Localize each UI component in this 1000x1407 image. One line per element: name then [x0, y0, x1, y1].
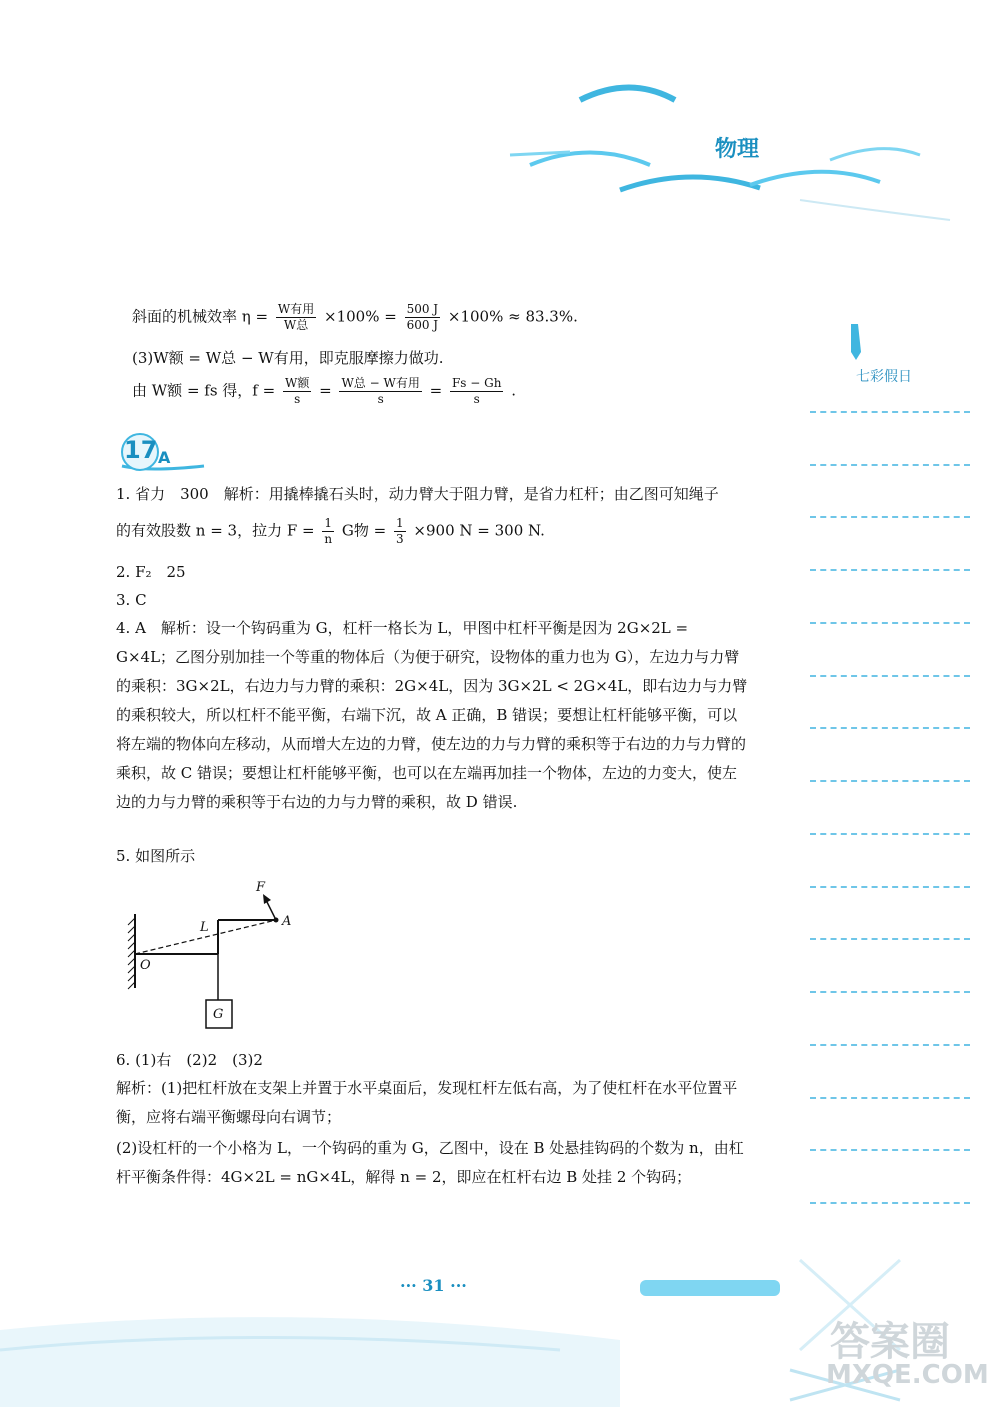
answer-1-line2: 的有效股数 n = 3，拉力 F = $\frac{1}{n}$ G物 = $\frac{1}{3}$ ×900 N = 300 N. [116, 516, 545, 546]
note-line [810, 833, 970, 835]
note-line [810, 622, 970, 624]
fraction: $\frac{1}{3}$ [396, 516, 404, 546]
answer-4: 4. A 解析：设一个钩码重为 G，杠杆一格长为 L，甲图中杠杆平衡是因为 2G×2L = G×4L；乙图分别加挂一个等重的物体后（为便于研究，设物体的重力也为 G），左边力与力臂的乘积：3G×2L，右边力与力臂的乘积：2G×4L，因为 3G×2L < 2G×4L，即右边力与力臂的乘积较大，所以杠杆不能平衡，右端下沉，故 A 正确，B 错误；要想让杠杆能够平衡，可以将左端的物体向左移动，从而增大左边的力臂，使左边的力与力臂的乘积等于右边的力与力臂的乘积，故 C 错误；要想让杠杆能够平衡，也可以在左端再加挂一个物体，左边的力变大，使左边的力与力臂的乘积等于右边的力与力臂的乘积，故 D 错误. [116, 619, 748, 811]
fraction: $\frac{\text{W总 − W有用}}{s}$ [341, 376, 420, 406]
figure-label-o: O [140, 958, 151, 973]
answer-6-head: 6. (1)右 (2)2 (3)2 [116, 1051, 263, 1069]
pen-icon [846, 322, 866, 362]
note-line [810, 675, 970, 677]
fraction: $\frac{\text{W额}}{s}$ [284, 376, 310, 406]
answer-6-part1: 解析：(1)把杠杆放在支架上并置于水平桌面后，发现杠杆左低右高，为了使杠杆在水平位置平衡，应将右端平衡螺母向右调节； [116, 1079, 738, 1126]
brand-label: 七彩假日 [856, 369, 912, 385]
note-line [810, 938, 970, 940]
answer-3: 3. C [116, 591, 147, 609]
note-line [810, 411, 970, 413]
note-line [810, 516, 970, 518]
figure-label-a: A [282, 914, 292, 929]
watermark-cn: 答案圈 [830, 1319, 950, 1365]
figure-label-g: G [213, 1007, 224, 1022]
note-line [810, 1097, 970, 1099]
note-line [810, 886, 970, 888]
note-line [810, 1149, 970, 1151]
answer-5: 5. 如图所示 [116, 847, 196, 865]
note-line [810, 780, 970, 782]
fraction: $\frac{Fs - Gh}{s}$ [451, 376, 502, 406]
extra-work-line: (3)W额 = W总 − W有用，即克服摩擦力做功. [132, 349, 444, 367]
fraction: $\frac{\text{W有用}}{\text{W总}}$ [277, 302, 315, 332]
page-number: ··· 31 ··· [400, 1276, 467, 1295]
section-number: 17 [124, 436, 158, 464]
figure-label-l: L [200, 920, 209, 935]
note-line [810, 1044, 970, 1046]
section-badge [118, 430, 208, 474]
note-line [810, 991, 970, 993]
fraction: $\frac{1}{n}$ [324, 516, 333, 546]
watermark-en: MXQE.COM [826, 1360, 989, 1390]
answer-2: 2. F₂ 25 [116, 563, 186, 581]
figure-label-f: F [256, 880, 266, 895]
note-line [810, 727, 970, 729]
note-line [810, 464, 970, 466]
subject-label: 物理 [715, 137, 760, 162]
note-line [810, 569, 970, 571]
answer-1-line1: 1. 省力 300 解析：用撬棒撬石头时，动力臂大于阻力臂，是省力杠杆；由乙图可知绳子 [116, 485, 719, 503]
friction-formula-line: 由 W额 = fs 得，f = $\frac{\text{W额}}{s}$ = $\frac{\text{W总 − W有用}}{s}$ = $\frac{Fs - Gh}{s}$ . [132, 376, 517, 406]
answer-6-part2: (2)设杠杆的一个小格为 L，一个钩码的重为 G，乙图中，设在 B 处悬挂钩码的个数为 n，由杠杆平衡条件得：4G×2L = nG×4L，解得 n = 2，即应在杠杆右边 B 处挂 2 个钩码； [116, 1139, 744, 1186]
efficiency-formula-line: 斜面的机械效率 η = $\frac{\text{W有用}}{\text{W总}}$ ×100% = $\frac{500 J}{600 J}$ ×100% ≈ 83.3%. [132, 302, 578, 332]
section-letter: A [158, 448, 171, 467]
fraction: $\frac{500 J}{600 J}$ [406, 302, 439, 332]
